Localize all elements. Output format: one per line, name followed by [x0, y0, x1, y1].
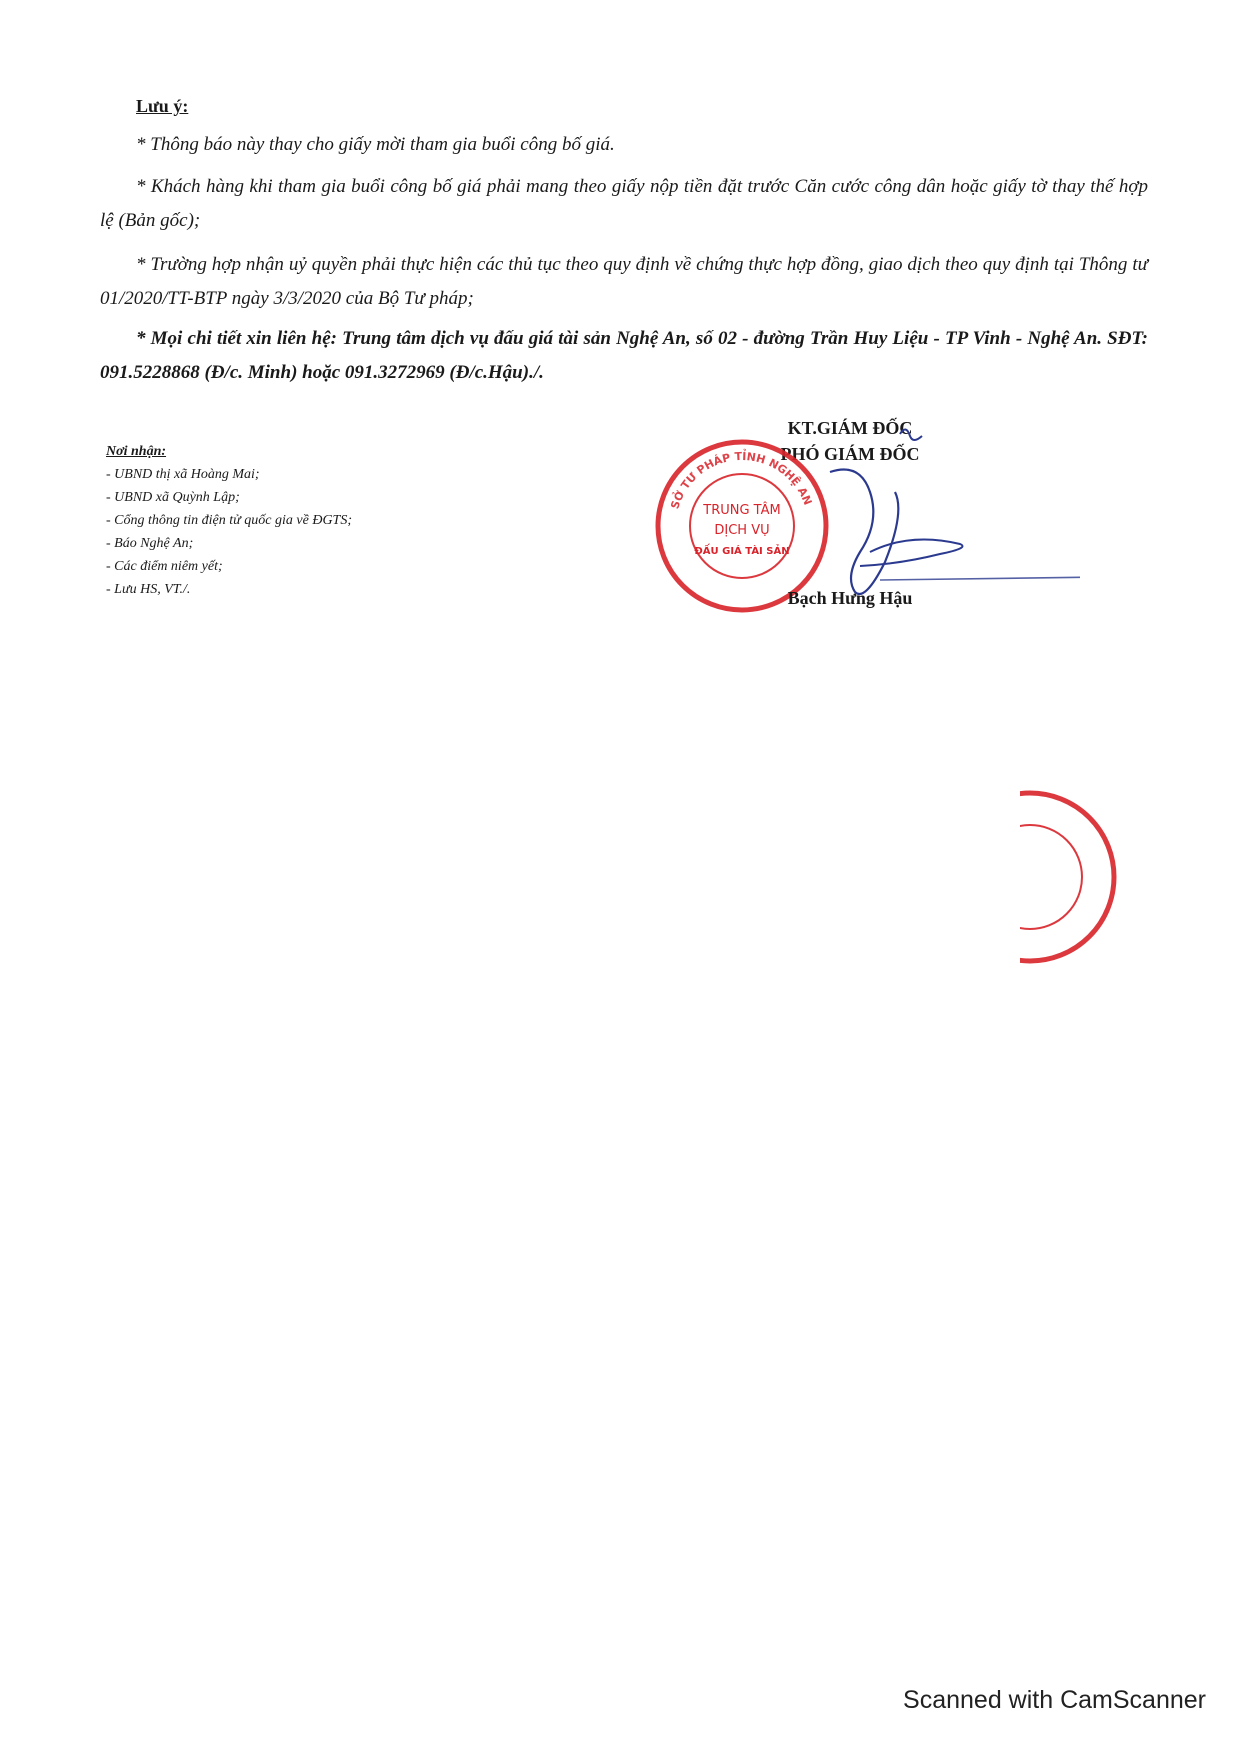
seal-ring-text: SỞ TƯ PHÁP TỈNH NGHỆ AN: [668, 449, 815, 511]
note-item: * Khách hàng khi tham gia buổi công bố giá phải mang theo giấy nộp tiền đặt trước Căn cước công dân hoặc giấy tờ thay thế hợp lệ (Bản gốc);: [100, 176, 1148, 231]
note-item: * Thông báo này thay cho giấy mời tham gia buổi công bố giá.: [136, 134, 615, 155]
signer-name: Bạch Hưng Hậu: [787, 588, 913, 608]
contact-note: * Mọi chi tiết xin liên hệ: Trung tâm dịch vụ đấu giá tài sản Nghệ An, số 02 - đường Trần Huy Liệu - TP Vinh - Nghệ An. SĐT: 091.5228868 (Đ/c. Minh) hoặc 091.3272969 (Đ/c.Hậu)./.: [100, 328, 1148, 383]
recipients-list: [106, 463, 352, 601]
signer-title-line1: KT.GIÁM ĐỐC: [787, 418, 913, 438]
partial-seal-icon: [1020, 782, 1120, 972]
seal-center-line: ĐẤU GIÁ TÀI SẢN: [694, 546, 790, 557]
recipient-item: - Báo Nghệ An;: [106, 536, 194, 551]
seal-center-line: TRUNG TÂM: [703, 503, 781, 518]
recipient-item: - UBND thị xã Hoàng Mai;: [106, 467, 260, 482]
recipient-item: - Các điểm niêm yết;: [106, 559, 223, 574]
recipient-item: - UBND xã Quỳnh Lập;: [106, 490, 240, 505]
signer-title-line2: PHÓ GIÁM ĐỐC: [780, 444, 920, 464]
notes-heading: Lưu ý:: [136, 96, 189, 116]
recipients-block: [106, 440, 352, 601]
seal-center-line: DỊCH VỤ: [714, 523, 770, 538]
note-item: * Trường hợp nhận uỷ quyền phải thực hiện các thủ tục theo quy định về chứng thực hợp đồng, giao dịch theo quy định tại Thông tư 01/2020/TT-BTP ngày 3/3/2020 của Bộ Tư pháp;: [100, 254, 1148, 309]
signature-block: [668, 412, 1080, 622]
recipient-item: - Cổng thông tin điện tử quốc gia về ĐGTS;: [106, 513, 352, 528]
recipients-heading: Nơi nhận:: [106, 444, 167, 459]
recipient-item: - Lưu HS, VT./.: [106, 582, 191, 597]
signature-icon: [680, 412, 1080, 612]
scanner-watermark: Scanned with CamScanner: [903, 1686, 1206, 1714]
